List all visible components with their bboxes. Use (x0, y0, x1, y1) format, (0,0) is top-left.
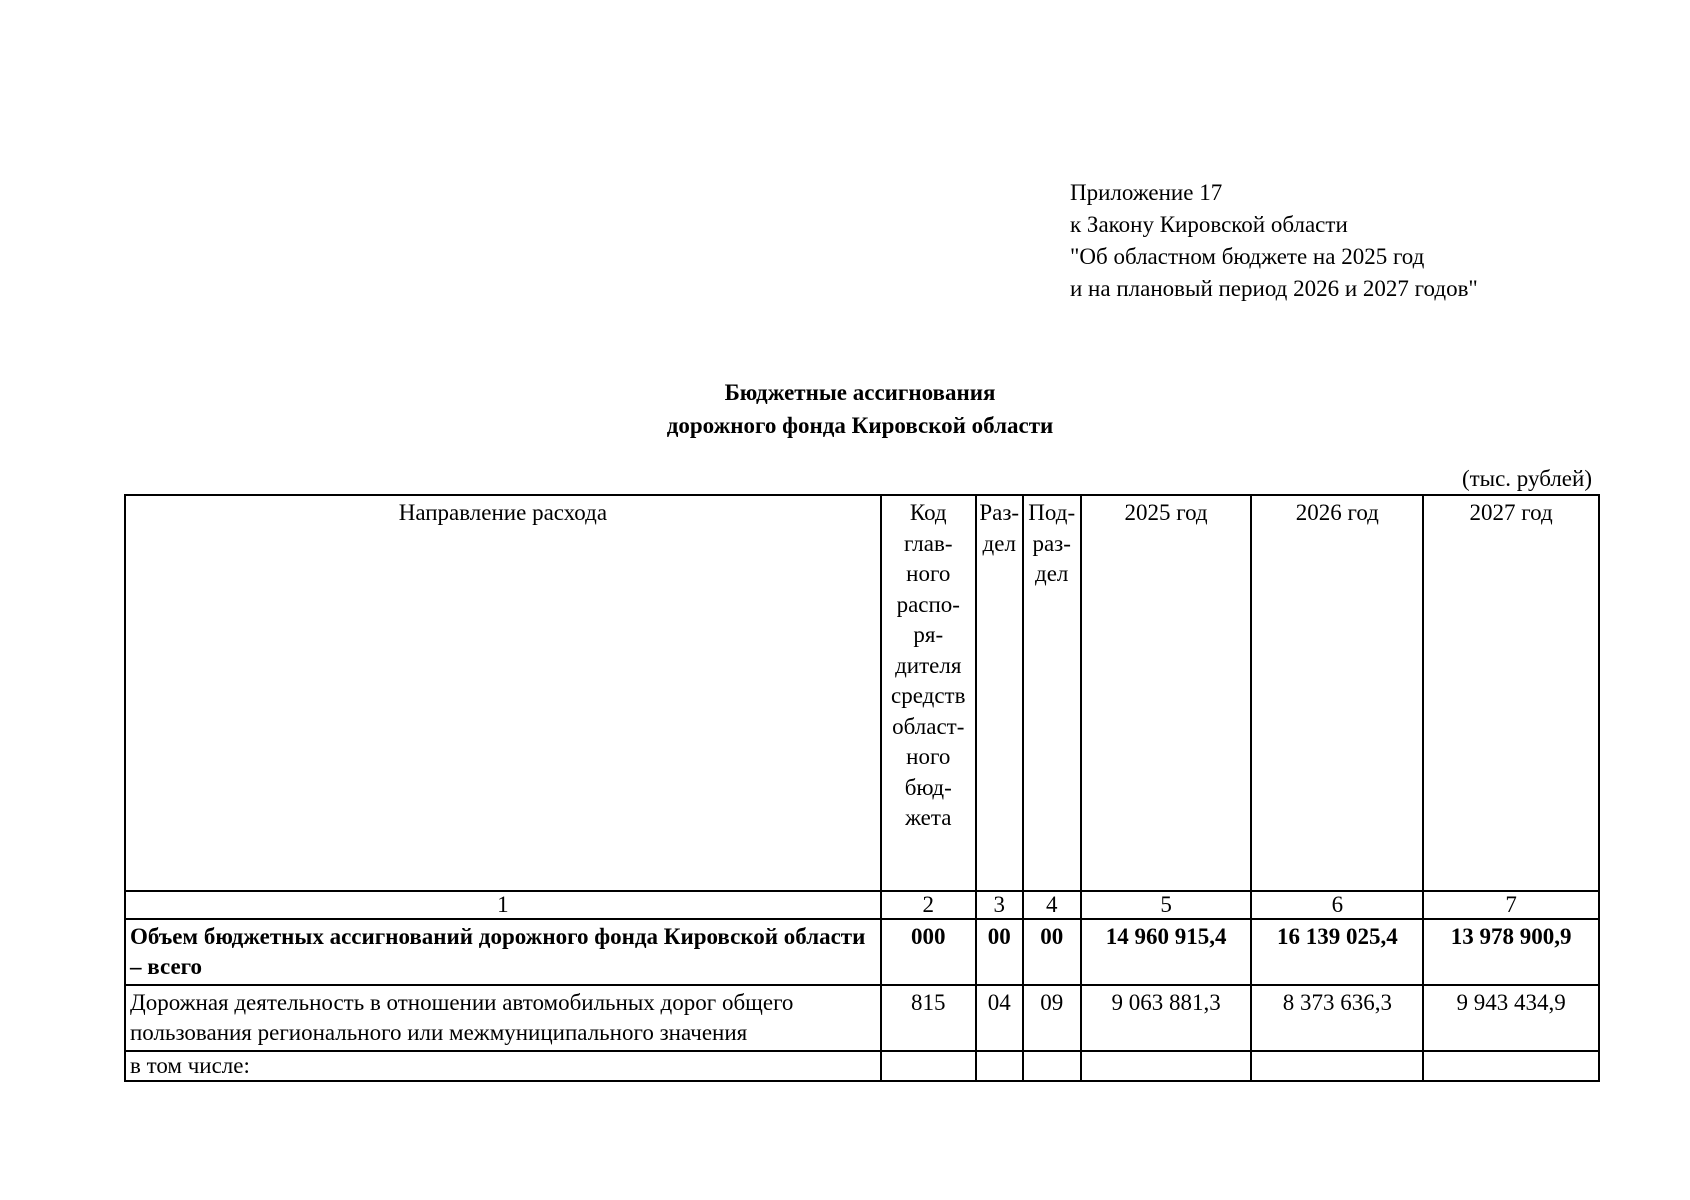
appendix-line: к Закону Кировской области (1070, 212, 1348, 237)
appendix-line: "Об областном бюджете на 2025 год (1070, 244, 1425, 269)
header-section: Раз- дел (976, 495, 1023, 891)
row-direction: Дорожная деятельность в отношении автомобильных дорог общего пользования регионального или межмуниципального значения (125, 985, 881, 1051)
row-amount-2027 (1423, 1051, 1599, 1081)
header-2025: 2025 год (1081, 495, 1252, 891)
row-direction: Объем бюджетных ассигнований дорожного фонда Кировской области – всего (125, 919, 881, 985)
title-line: дорожного фонда Кировской области (666, 413, 1054, 438)
header-subsection: Под- раз- дел (1023, 495, 1081, 891)
column-number: 3 (976, 891, 1023, 919)
appendix-line: Приложение 17 (1070, 180, 1223, 205)
budget-table (124, 494, 1600, 1082)
row-subsection: 09 (1023, 985, 1081, 1051)
header-2026: 2026 год (1251, 495, 1423, 891)
row-amount-2025: 9 063 881,3 (1081, 985, 1252, 1051)
row-subsection (1023, 1051, 1081, 1081)
row-amount-2026: 16 139 025,4 (1251, 919, 1423, 985)
column-number: 5 (1081, 891, 1252, 919)
row-direction: в том числе: (125, 1051, 881, 1081)
row-section (976, 1051, 1023, 1081)
row-amount-2026: 8 373 636,3 (1251, 985, 1423, 1051)
table-header-row (125, 495, 1599, 891)
row-code: 815 (881, 985, 976, 1051)
appendix-line: и на плановый период 2026 и 2027 годов" (1070, 276, 1478, 301)
header-direction: Направление расхода (125, 495, 881, 891)
column-number: 1 (125, 891, 881, 919)
row-section: 04 (976, 985, 1023, 1051)
row-amount-2027: 13 978 900,9 (1423, 919, 1599, 985)
row-amount-2026 (1251, 1051, 1423, 1081)
document-title (0, 376, 1690, 442)
column-number: 2 (881, 891, 976, 919)
title-line: Бюджетные ассигнования (724, 380, 996, 405)
header-2027: 2027 год (1423, 495, 1599, 891)
appendix-reference (1070, 177, 1478, 305)
row-code (881, 1051, 976, 1081)
column-number: 4 (1023, 891, 1081, 919)
table-row-total (125, 919, 1599, 985)
row-subsection: 00 (1023, 919, 1081, 985)
row-amount-2027: 9 943 434,9 (1423, 985, 1599, 1051)
table-row (125, 985, 1599, 1051)
row-amount-2025: 14 960 915,4 (1081, 919, 1252, 985)
table-row (125, 1051, 1599, 1081)
row-amount-2025 (1081, 1051, 1252, 1081)
units-label: (тыс. рублей) (1461, 466, 1592, 491)
column-number-row (125, 891, 1599, 919)
row-code: 000 (881, 919, 976, 985)
column-number: 7 (1423, 891, 1599, 919)
header-code: Код глав- ного распо- ря- дителя средств област- ного бюд- жета (881, 495, 976, 891)
row-section: 00 (976, 919, 1023, 985)
column-number: 6 (1251, 891, 1423, 919)
